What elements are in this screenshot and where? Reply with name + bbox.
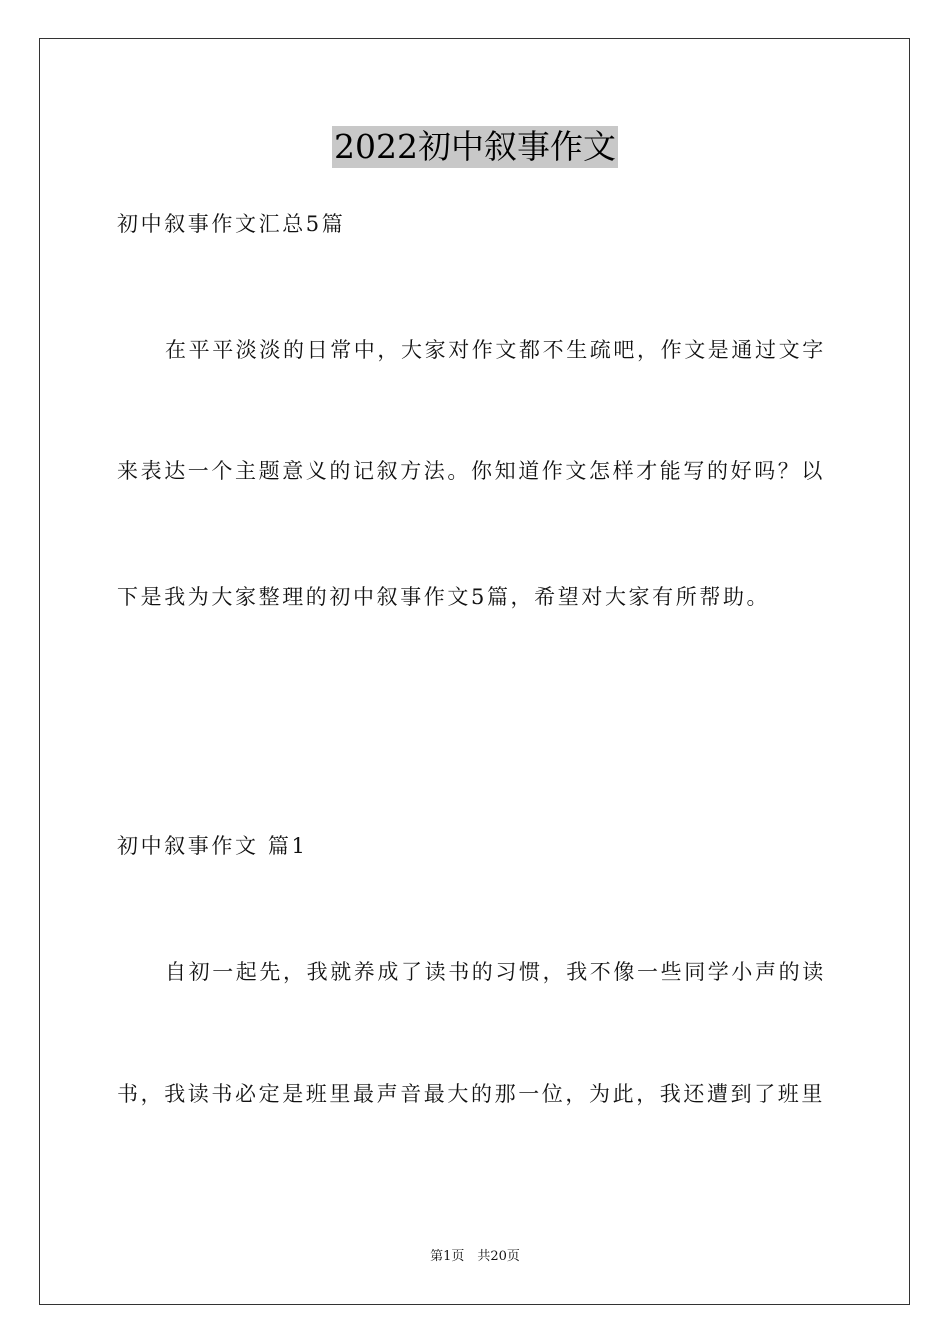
section-line-2: 书，我读书必定是班里最声音最大的那一位，为此，我还遭到了班里 — [117, 1082, 825, 1106]
intro-line-2: 来表达一个主题意义的记叙方法。你知道作文怎样才能写的好吗？以 — [117, 459, 825, 483]
section-heading: 初中叙事作文 篇1 — [117, 834, 308, 858]
document-subtitle: 初中叙事作文汇总5篇 — [117, 212, 346, 236]
section-line-1: 自初一起先，我就养成了读书的习惯，我不像一些同学小声的读 — [165, 960, 826, 984]
intro-line-1: 在平平淡淡的日常中，大家对作文都不生疏吧，作文是通过文字 — [165, 338, 826, 362]
title-container — [0, 126, 950, 168]
intro-line-3: 下是我为大家整理的初中叙事作文5篇，希望对大家有所帮助。 — [117, 585, 771, 609]
document-title: 2022初中叙事作文 — [334, 127, 616, 166]
page-footer: 第1页 共20页 — [430, 1249, 520, 1264]
